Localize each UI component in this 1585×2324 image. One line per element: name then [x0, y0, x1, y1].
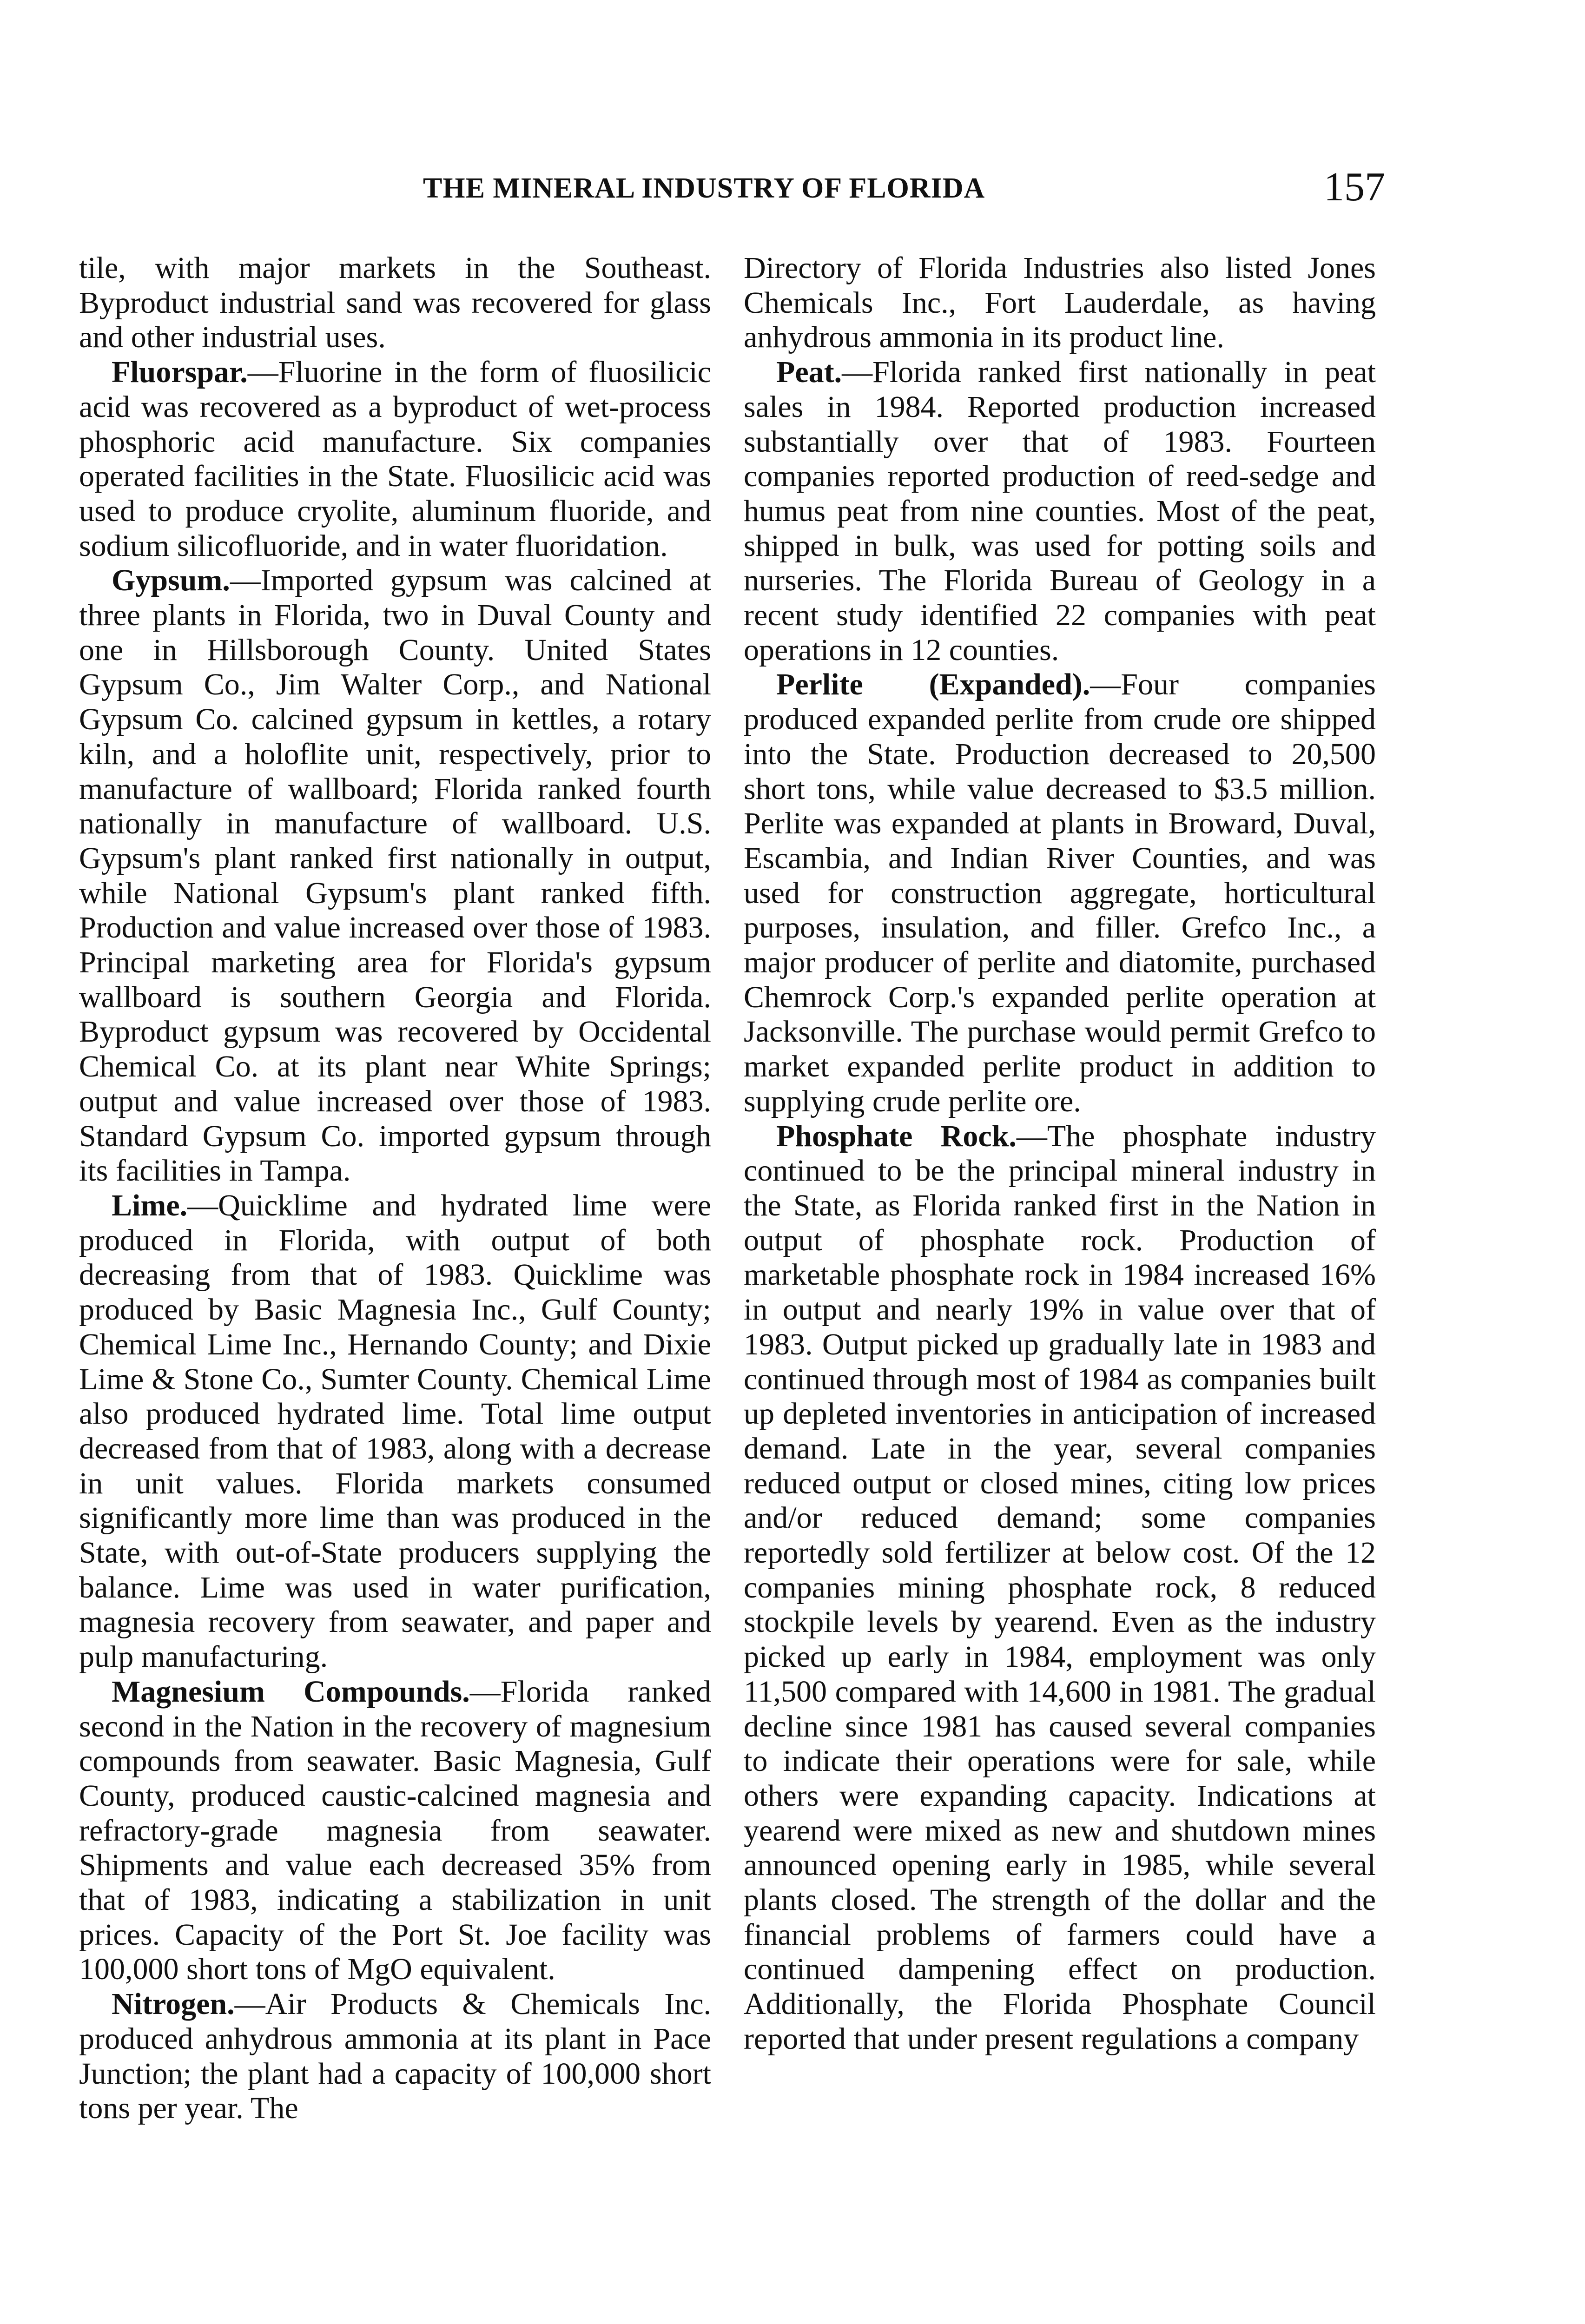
- paragraph-gypsum: [79, 563, 711, 1188]
- paragraph-nitrogen: [79, 1987, 711, 2126]
- paragraph-fluorspar: [79, 355, 711, 563]
- paragraph-text: Directory of Florida Industries also listed Jones Chemicals Inc., Fort Lauderdale, as having anhydrous ammonia in its product line.: [744, 251, 1376, 355]
- paragraph-perlite: [744, 667, 1376, 1119]
- header-title: THE MINERAL INDUSTRY OF FLORIDA: [423, 172, 985, 204]
- section-heading: Peat.: [776, 355, 842, 390]
- paragraph-text: —Four companies produced expanded perlite from crude ore shipped into the State. Production decreased to 20,500 short tons, while value decreased to $3.5 million. Perlite was expanded at plants in Broward, Duval, Escambia, and Indian River Counties, and was used for construction aggregate, horticultural purposes, insulation, and filler. Grefco Inc., a major producer of perlite and diatomite, purchased Chemrock Corp.'s expanded perlite operation at Jacksonville. The purchase would permit Grefco to market expanded perlite product in addition to supplying crude perlite ore.: [744, 667, 1376, 1118]
- section-heading: Phosphate Rock.: [776, 1119, 1017, 1153]
- paragraph-lime: [79, 1188, 711, 1675]
- paragraph-text: —Florida ranked second in the Nation in the recovery of magnesium compounds from seawater. Basic Magnesia, Gulf County, produced caustic-calcined magnesia and refractory-grade magnesia from seawater. Shipments and value each decreased 35% from that of 1983, indicating a stabilization in unit prices. Capacity of the Port St. Joe facility was 100,000 short tons of MgO equivalent.: [79, 1674, 711, 1987]
- section-heading: Gypsum.: [112, 563, 230, 598]
- paragraph-text: —Fluorine in the form of fluosilicic acid was recovered as a byproduct of wet-process phosphoric acid manufacture. Six companies operated facilities in the State. Fluosilicic acid was used to produce cryolite, aluminum fluoride, and sodium silicofluoride, and in water fluoridation.: [79, 355, 711, 563]
- paragraph-text: —The phosphate industry continued to be the principal mineral industry in the State, as Florida ranked first in the Nation in output of phosphate rock. Production of marketable phosphate rock in 1984 increased 16% in output and nearly 19% in value over that of 1983. Output picked up gradually late in 1983 and continued through most of 1984 as companies built up depleted inventories in anticipation of increased demand. Late in the year, several companies reduced output or closed mines, citing low prices and/or reduced demand; some companies reportedly sold fertilizer at below cost. Of the 12 companies mining phosphate rock, 8 reduced stockpile levels by yearend. Even as the industry picked up early in 1984, employment was only 11,500 compared with 14,600 in 1981. The gradual decline since 1981 has caused several companies to indicate their operations were for sale, while others were expanding capacity. Indications at yearend were mixed as new and shutdown mines announced opening early in 1985, while several plants closed. The strength of the dollar and the financial problems of farmers could have a continued dampening effect on production. Additionally, the Florida Phosphate Council reported that under present regulations a company: [744, 1119, 1376, 2056]
- paragraph-text: —Imported gypsum was calcined at three plants in Florida, two in Duval County and one in Hillsborough County. United States Gypsum Co., Jim Walter Corp., and National Gypsum Co. calcined gypsum in kettles, a rotary kiln, and a holoflite unit, respectively, prior to manufacture of wallboard; Florida ranked fourth nationally in manufacture of wallboard. U.S. Gypsum's plant ranked first nationally in output, while National Gypsum's plant ranked fifth. Production and value increased over those of 1983. Principal marketing area for Florida's gypsum wallboard is southern Georgia and Florida. Byproduct gypsum was recovered by Occidental Chemical Co. at its plant near White Springs; output and value increased over those of 1983. Standard Gypsum Co. imported gypsum through its facilities in Tampa.: [79, 563, 711, 1188]
- paragraph-continuation: [79, 251, 711, 355]
- paragraph-text: —Florida ranked first nationally in peat sales in 1984. Reported production increased substantially over that of 1983. Fourteen companies reported production of reed-sedge and humus peat from nine counties. Most of the peat, shipped in bulk, was used for potting soils and nurseries. The Florida Bureau of Geology in a recent study identified 22 companies with peat operations in 12 counties.: [744, 355, 1376, 667]
- section-heading: Magnesium Compounds.: [112, 1674, 470, 1709]
- section-heading: Fluorspar.: [112, 355, 248, 390]
- paragraph-magnesium-compounds: [79, 1675, 711, 1987]
- section-heading: Lime.: [112, 1188, 188, 1222]
- section-heading: Nitrogen.: [112, 1987, 235, 2021]
- right-column: [744, 251, 1376, 2057]
- running-header: [79, 164, 1394, 215]
- left-column: [79, 251, 711, 2126]
- paragraph-text: tile, with major markets in the Southeast. Byproduct industrial sand was recovered for glass and other industrial uses.: [79, 251, 711, 355]
- section-heading: Perlite (Expanded).: [776, 667, 1090, 702]
- paragraph-phosphate-rock: [744, 1119, 1376, 2057]
- paragraph-text: —Air Products & Chemicals Inc. produced anhydrous ammonia at its plant in Pace Junction; the plant had a capacity of 100,000 short tons per year. The: [79, 1987, 711, 2126]
- paragraph-text: —Quicklime and hydrated lime were produced in Florida, with output of both decreasing from that of 1983. Quicklime was produced by Basic Magnesia Inc., Gulf County; Chemical Lime Inc., Hernando County; and Dixie Lime & Stone Co., Sumter County. Chemical Lime also produced hydrated lime. Total lime output decreased from that of 1983, along with a decrease in unit values. Florida markets consumed significantly more lime than was produced in the State, with out-of-State producers supplying the balance. Lime was used in water purification, magnesia recovery from seawater, and paper and pulp manufacturing.: [79, 1188, 711, 1674]
- page-number: 157: [1324, 165, 1385, 210]
- paragraph-continuation: [744, 251, 1376, 355]
- paragraph-peat: [744, 355, 1376, 667]
